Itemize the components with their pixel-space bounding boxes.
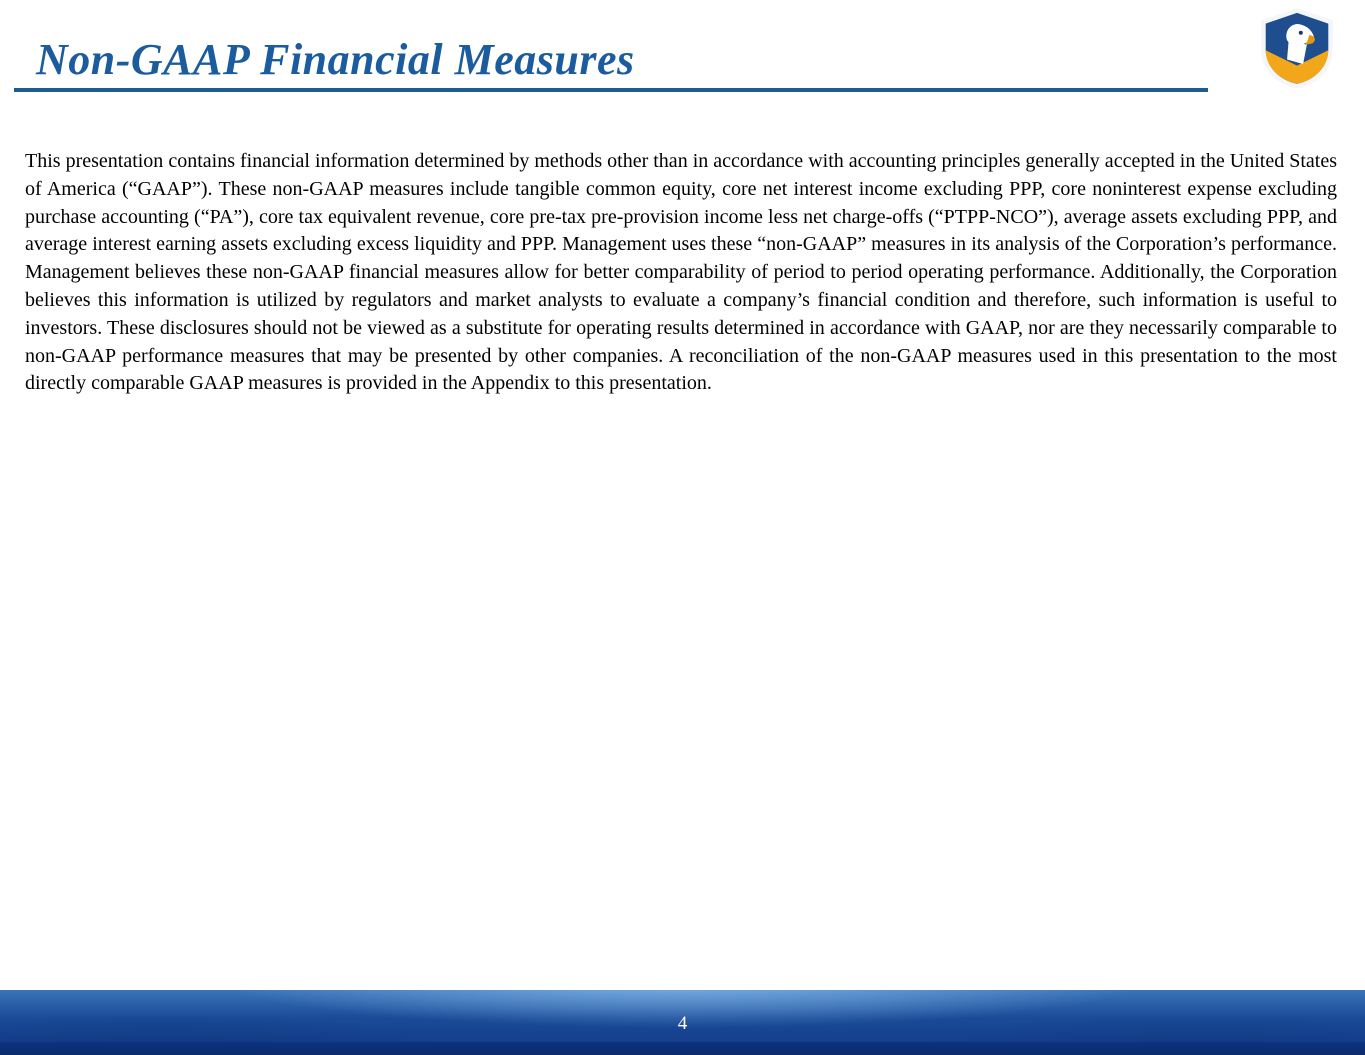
- eagle-shield-logo: [1251, 6, 1343, 90]
- title-underline: [14, 88, 1208, 92]
- body-paragraph: This presentation contains financial information determined by methods other than in accordance with accounting principles generally accepted in the United States of America (“GAAP”). These non-GAAP measures include tangible common equity, core net interest income excluding PPP, core noninterest expense excluding purchase accounting (“PA”), core tax equivalent revenue, core pre-tax pre-provision income less net charge-offs (“PTPP-NCO”), average assets excluding PPP, and average interest earning assets excluding excess liquidity and PPP. Management uses these “non-GAAP” measures in its analysis of the Corporation’s performance. Management believes these non-GAAP financial measures allow for better comparability of period to period operating performance. Additionally, the Corporation believes this information is utilized by regulators and market analysts to evaluate a company’s financial condition and therefore, such information is useful to investors. These disclosures should not be viewed as a substitute for operating results determined in accordance with GAAP, nor are they necessarily comparable to non-GAAP performance measures that may be presented by other companies. A reconciliation of the non-GAAP measures used in this presentation to the most directly comparable GAAP measures is provided in the Appendix to this presentation.: [25, 150, 1337, 395]
- footer-strip: [0, 1042, 1365, 1055]
- slide-title: Non-GAAP Financial Measures: [36, 35, 635, 84]
- footer-band: [0, 990, 1365, 1042]
- footer-bar: [0, 990, 1365, 1055]
- page-number: 4: [677, 1013, 688, 1034]
